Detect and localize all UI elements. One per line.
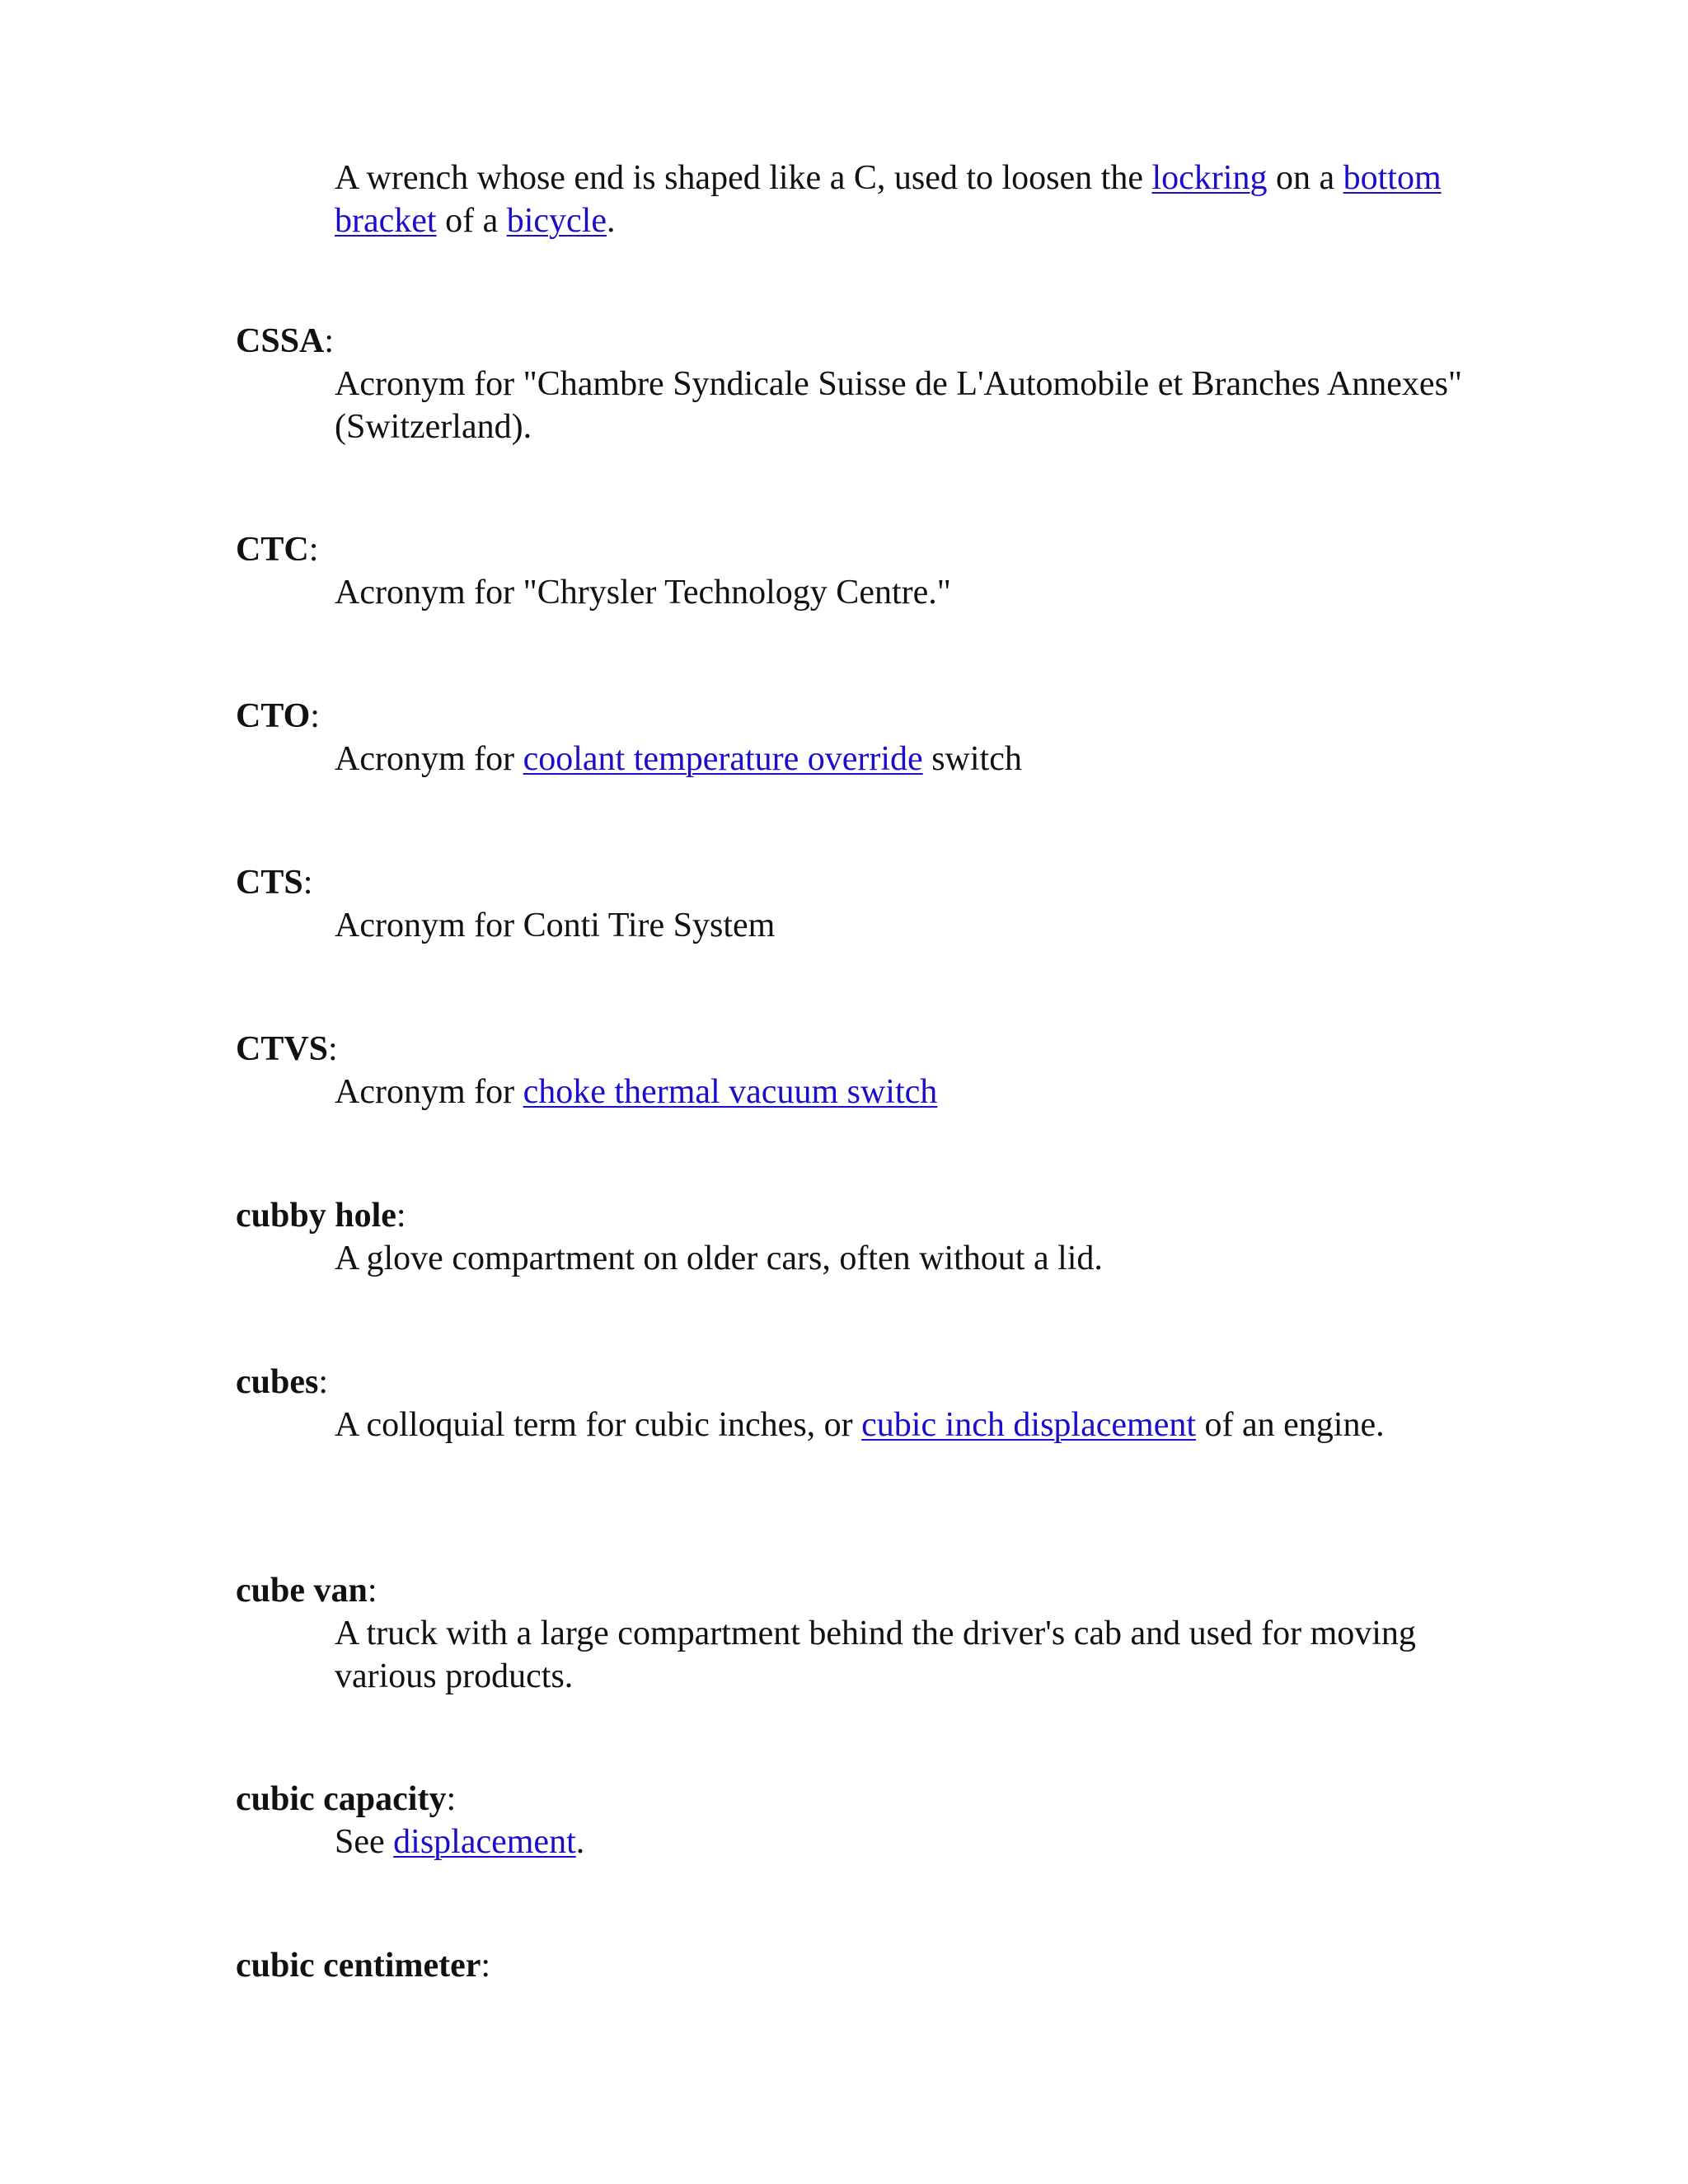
definition-text: Acronym for xyxy=(335,740,523,778)
term-cubic-centimeter xyxy=(236,1944,490,1987)
definition-text: See xyxy=(335,1823,394,1861)
definition-text: A colloquial term for cubic inches, or xyxy=(335,1406,862,1444)
term-colon: : xyxy=(302,864,313,902)
definition-text: . xyxy=(575,1823,585,1861)
term-cts xyxy=(236,861,312,904)
term-colon: : xyxy=(446,1780,457,1818)
term-label: cubic centimeter xyxy=(236,1947,481,1985)
definition-continued xyxy=(335,157,1472,242)
definition-text: A wrench whose end is shaped like a C, used to loosen the xyxy=(335,159,1152,197)
term-label: CTS xyxy=(236,864,303,902)
term-colon: : xyxy=(328,1030,338,1068)
link-lockring[interactable]: lockring xyxy=(1151,159,1268,197)
term-cubic-capacity xyxy=(236,1778,456,1821)
term-label: CTO xyxy=(236,697,311,735)
definition-ctvs xyxy=(335,1071,1472,1113)
definition-cts xyxy=(335,904,1472,947)
term-label: cubic capacity xyxy=(236,1780,447,1818)
definition-cssa xyxy=(335,363,1472,448)
term-colon: : xyxy=(324,322,335,360)
term-colon: : xyxy=(481,1947,491,1985)
definition-text: Acronym for Conti Tire System xyxy=(335,907,776,944)
definition-text: Acronym for "Chambre Syndicale Suisse de L'Automobile et Branches Annexes" (Switzerland). xyxy=(335,365,1463,446)
term-cubby-hole xyxy=(236,1194,406,1237)
term-ctvs xyxy=(236,1028,338,1071)
link-displacement[interactable]: displacement xyxy=(393,1823,576,1861)
link-choke-thermal-vacuum-switch[interactable]: choke thermal vacuum switch xyxy=(523,1073,938,1111)
definition-text: A glove compartment on older cars, often without a lid. xyxy=(335,1240,1103,1277)
definition-cubic-capacity xyxy=(335,1821,1472,1863)
definition-text: of a xyxy=(436,202,507,240)
definition-text: Acronym for xyxy=(335,1073,523,1111)
definition-cubby-hole xyxy=(335,1237,1472,1280)
term-colon: : xyxy=(308,531,319,569)
term-cssa xyxy=(236,320,334,363)
term-colon: : xyxy=(367,1572,377,1610)
term-label: CSSA xyxy=(236,322,325,360)
term-label: CTC xyxy=(236,531,309,569)
term-label: cubes xyxy=(236,1363,319,1401)
link-cubic-inch-displacement[interactable]: cubic inch displacement xyxy=(861,1406,1197,1444)
definition-cubes xyxy=(335,1404,1472,1446)
term-colon: : xyxy=(310,697,320,735)
term-label: cube van xyxy=(236,1572,368,1610)
definition-ctc xyxy=(335,571,1472,614)
term-ctc xyxy=(236,528,318,571)
term-cubes xyxy=(236,1361,328,1404)
definition-text: A truck with a large compartment behind the driver's cab and used for moving various products. xyxy=(335,1615,1416,1695)
definition-text: on a xyxy=(1267,159,1343,197)
link-bottom-bracket[interactable]: bottom bracket xyxy=(335,159,1442,240)
link-bicycle[interactable]: bicycle xyxy=(506,202,607,240)
term-cto xyxy=(236,695,320,738)
link-coolant-temperature-override[interactable]: coolant temperature override xyxy=(523,740,923,778)
definition-cube-van xyxy=(335,1612,1472,1698)
definition-text: of an engine. xyxy=(1196,1406,1385,1444)
term-label: cubby hole xyxy=(236,1197,396,1235)
definition-text: . xyxy=(607,202,616,240)
term-colon: : xyxy=(318,1363,329,1401)
term-label: CTVS xyxy=(236,1030,329,1068)
definition-cto xyxy=(335,738,1472,780)
definition-text: switch xyxy=(922,740,1022,778)
term-colon: : xyxy=(396,1197,406,1235)
term-cube-van xyxy=(236,1569,377,1612)
definition-text: Acronym for "Chrysler Technology Centre." xyxy=(335,574,951,612)
